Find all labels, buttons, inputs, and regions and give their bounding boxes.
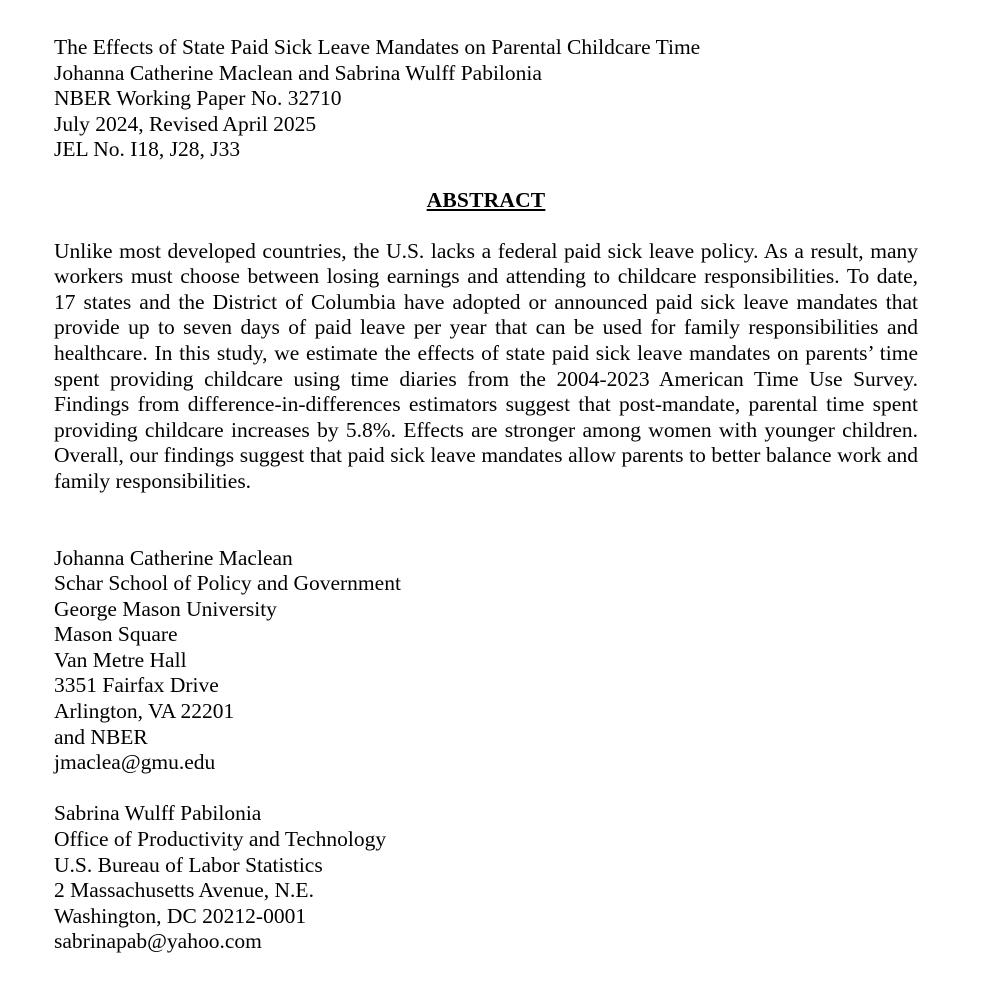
- author-institution: U.S. Bureau of Labor Statistics: [54, 852, 323, 877]
- abstract-body: Unlike most developed countries, the U.S. lacks a federal paid sick leave policy. As a result, many workers must choose between losing earnings and attending to childcare responsibilities. To date, 17 states and the District of Columbia have adopted or announced paid sick leave mandates that provide up to seven days of paid leave per year that can be used for family responsibilities and healthcare. In this study, we estimate the effects of state paid sick leave mandates on parents’ time spent providing childcare using time diaries from the 2004-2023 American Time Use Survey. Findings from difference-in-differences estimators suggest that post-mandate, parental time spent providing childcare increases by 5.8%. Effects are stronger among women with younger children. Overall, our findings suggest that paid sick leave mandates allow parents to better balance work and family responsibilities.: [54, 238, 918, 493]
- author-address-block: [54, 546, 918, 776]
- author-address-line: Van Metre Hall: [54, 647, 187, 672]
- paper-header: [54, 35, 918, 163]
- paper-authors: Johanna Catherine Maclean and Sabrina Wulff Pabilonia: [54, 60, 542, 85]
- author-address-line: Arlington, VA 22201: [54, 699, 235, 724]
- author-address-line: Mason Square: [54, 622, 178, 647]
- author-email: sabrinapab@yahoo.com: [54, 929, 262, 954]
- author-name: Sabrina Wulff Pabilonia: [54, 801, 262, 826]
- paper-date: July 2024, Revised April 2025: [54, 111, 317, 136]
- paper-title: The Effects of State Paid Sick Leave Mandates on Parental Childcare Time: [54, 35, 701, 59]
- abstract-heading: ABSTRACT: [426, 187, 546, 212]
- working-paper-number: NBER Working Paper No. 32710: [54, 86, 342, 111]
- author-affiliation: Schar School of Policy and Government: [54, 571, 401, 596]
- author-affiliation: Office of Productivity and Technology: [54, 827, 387, 852]
- author-address-line: Washington, DC 20212-0001: [54, 903, 307, 928]
- author-address-block: [54, 801, 918, 955]
- author-email: jmaclea@gmu.edu: [54, 750, 216, 775]
- author-institution: George Mason University: [54, 596, 277, 621]
- author-name: Johanna Catherine Maclean: [54, 545, 293, 570]
- jel-codes: JEL No. I18, J28, J33: [54, 137, 241, 162]
- paper-page: [54, 35, 918, 955]
- author-address-line: 2 Massachusetts Avenue, N.E.: [54, 878, 314, 903]
- author-address-line: 3351 Fairfax Drive: [54, 673, 219, 698]
- author-addresses: [54, 546, 918, 956]
- author-affiliation-nber: and NBER: [54, 724, 148, 749]
